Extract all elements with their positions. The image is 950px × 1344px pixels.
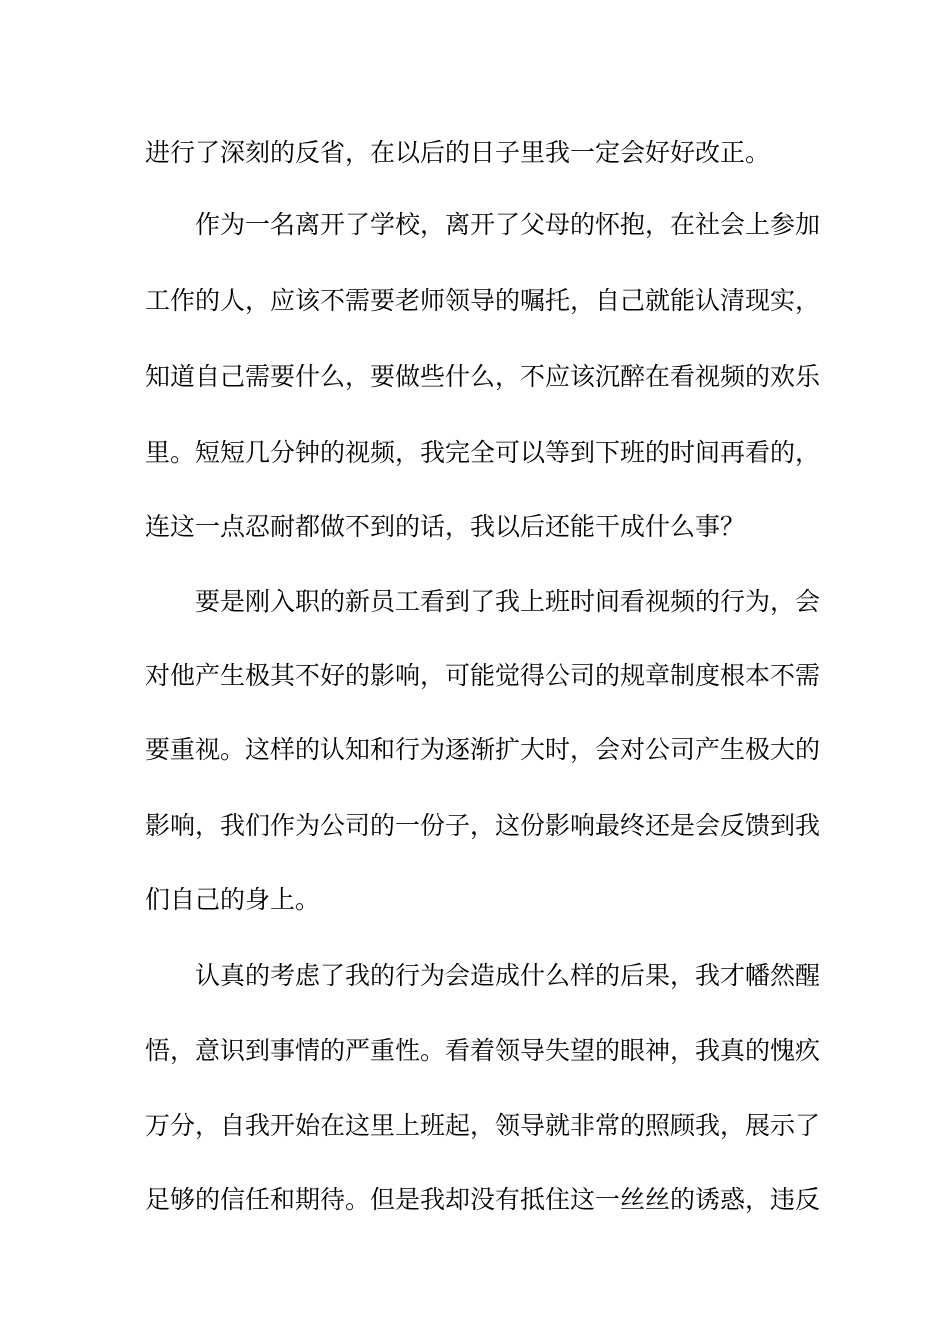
paragraph-first-line: 认真的考虑了我的行为会造成什么样的后果，我才幡然醒 xyxy=(195,961,821,990)
text-line: 进行了深刻的反省，在以后的日子里我一定会好好改正。 xyxy=(145,138,771,167)
text-line: 里。短短几分钟的视频，我完全可以等到下班的时间再看的， xyxy=(145,438,821,467)
paragraph-first-line: 作为一名离开了学校，离开了父母的怀抱，在社会上参加 xyxy=(195,210,821,239)
text-line: 工作的人，应该不需要老师领导的嘱托，自己就能认清现实， xyxy=(145,286,821,315)
text-line: 悟，意识到事情的严重性。看着领导失望的眼神，我真的愧疚 xyxy=(145,1036,821,1065)
text-line: 们自己的身上。 xyxy=(145,885,321,914)
text-line: 知道自己需要什么，要做些什么，不应该沉醉在看视频的欢乐 xyxy=(145,362,821,391)
text-line: 足够的信任和期待。但是我却没有抵住这一丝丝的诱惑，违反 xyxy=(145,1185,821,1214)
text-line: 连这一点忍耐都做不到的话，我以后还能干成什么事？ xyxy=(145,512,746,541)
text-line: 要重视。这样的认知和行为逐渐扩大时，会对公司产生极大的 xyxy=(145,735,821,764)
text-line: 影响，我们作为公司的一份子，这份影响最终还是会反馈到我 xyxy=(145,811,821,840)
text-line: 对他产生极其不好的影响，可能觉得公司的规章制度根本不需 xyxy=(145,661,821,690)
text-line: 万分，自我开始在这里上班起，领导就非常的照顾我，展示了 xyxy=(145,1111,821,1140)
paragraph-first-line: 要是刚入职的新员工看到了我上班时间看视频的行为，会 xyxy=(195,587,821,616)
